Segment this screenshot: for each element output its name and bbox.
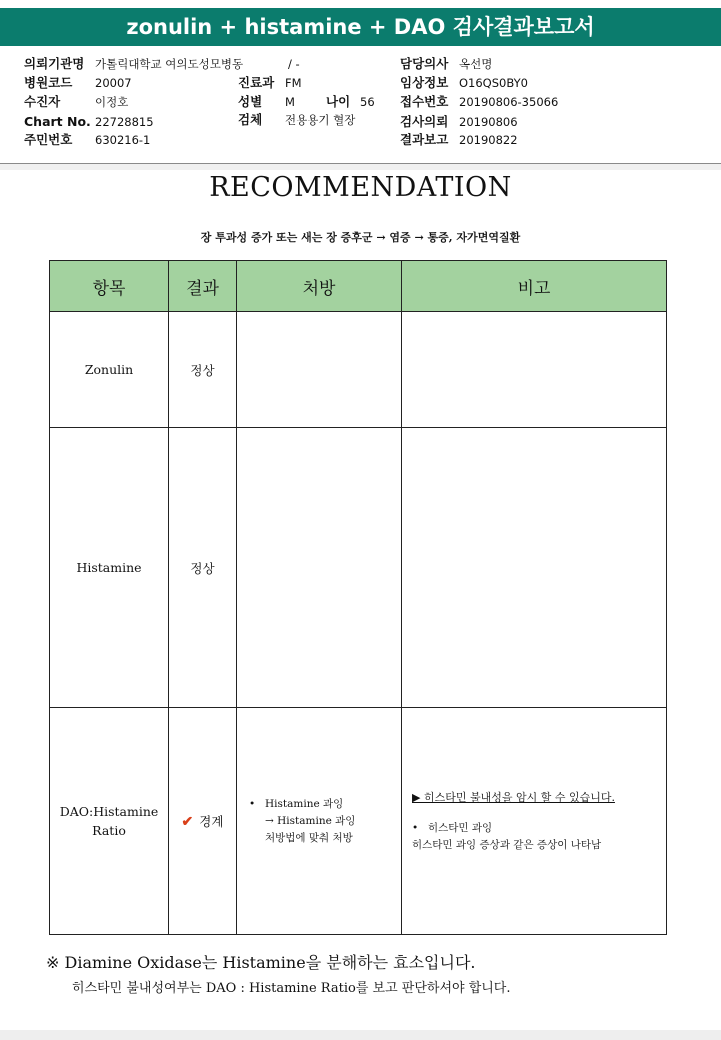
- institution-value: 가톨릭대학교 여의도성모병동: [95, 57, 244, 71]
- table-row: [50, 428, 667, 708]
- header-prescription: 처방: [237, 261, 402, 312]
- table-row: [50, 708, 667, 935]
- hospital-code-label: 병원코드: [24, 75, 73, 90]
- sex-label: 성별: [238, 94, 263, 109]
- recommendation-subtitle: 장 투과성 증가 또는 새는 장 증후군 → 염증 → 통증, 자가면역질환: [200, 231, 521, 244]
- chart-no-value: 22728815: [95, 115, 154, 129]
- item-dao-line2: Ratio: [92, 823, 126, 838]
- prescription-zonulin: [237, 312, 402, 428]
- footer-note-2: 히스타민 불내성여부는 DAO : Histamine Ratio를 보고 판단하셔야 합니다.: [72, 981, 511, 996]
- receipt-no-value: 20190806-35066: [459, 95, 559, 109]
- results-table: [49, 260, 667, 935]
- hospital-code-value: 20007: [95, 76, 132, 90]
- doctor-label: 담당의사: [400, 56, 449, 71]
- table-header-row: [50, 261, 667, 312]
- header-result: 결과: [169, 261, 237, 312]
- result-dao-ratio: [169, 708, 237, 935]
- clinical-info-value: O16QS0BY0: [459, 76, 528, 90]
- remarks-dao-ratio: [402, 708, 667, 935]
- item-dao-line1: DAO:Histamine: [59, 804, 159, 819]
- doctor-value: 옥선명: [459, 57, 493, 71]
- item-dao-ratio: [50, 708, 169, 935]
- request-date-label: 검사의뢰: [400, 114, 449, 129]
- report-title: zonulin + histamine + DAO 검사결과보고서: [0, 8, 721, 46]
- department-value: FM: [285, 76, 302, 90]
- rx-line2: → Histamine 과잉: [265, 814, 356, 827]
- age-label: 나이: [326, 94, 351, 109]
- department-label: 진료과: [238, 75, 275, 90]
- check-icon: ✔: [181, 814, 194, 830]
- prescription-histamine: [237, 428, 402, 708]
- clinical-info-label: 임상정보: [400, 75, 449, 90]
- header-item: 항목: [50, 261, 169, 312]
- resident-no-value: 630216-1: [95, 133, 151, 147]
- resident-no-label: 주민번호: [24, 132, 73, 147]
- remarks-zonulin: [402, 312, 667, 428]
- footer-note-1: ※ Diamine Oxidase는 Histamine을 분해하는 효소입니다.: [46, 953, 476, 972]
- specimen-value: 전용용기 혈장: [285, 113, 356, 127]
- item-histamine: Histamine: [50, 428, 169, 708]
- institution-label: 의뢰기관명: [24, 56, 85, 71]
- rx-line3: 처방법에 맞춰 처방: [265, 831, 353, 844]
- note-text: 히스타민 과잉 증상과 같은 증상이 나타남: [412, 838, 602, 851]
- remarks-histamine: [402, 428, 667, 708]
- patient-info: [0, 52, 721, 162]
- table-row: [50, 312, 667, 428]
- age-value: 56: [360, 95, 375, 109]
- bottom-band: [0, 1030, 721, 1040]
- result-zonulin: 정상: [169, 312, 237, 428]
- request-date-value: 20190806: [459, 115, 518, 129]
- item-zonulin: Zonulin: [50, 312, 169, 428]
- rx-line1: • Histamine 과잉: [249, 797, 344, 810]
- note-head: ▶ 히스타민 불내성을 암시 할 수 있습니다.: [412, 790, 615, 804]
- patient-label: 수진자: [24, 94, 61, 109]
- report-date-label: 결과보고: [400, 132, 449, 147]
- header-remarks: 비고: [402, 261, 667, 312]
- note-bullet: • 히스타민 과잉: [412, 821, 493, 834]
- recommendation-title: RECOMMENDATION: [209, 172, 512, 203]
- ward-value: / -: [288, 57, 300, 71]
- patient-value: 이정호: [95, 95, 129, 109]
- receipt-no-label: 접수번호: [400, 94, 449, 109]
- result-histamine: 정상: [169, 428, 237, 708]
- chart-no-label: Chart No.: [24, 114, 91, 129]
- specimen-label: 검체: [238, 112, 263, 127]
- report-date-value: 20190822: [459, 133, 518, 147]
- sex-value: M: [285, 95, 295, 109]
- prescription-dao-ratio: [237, 708, 402, 935]
- result-dao-value: 경계: [199, 814, 224, 829]
